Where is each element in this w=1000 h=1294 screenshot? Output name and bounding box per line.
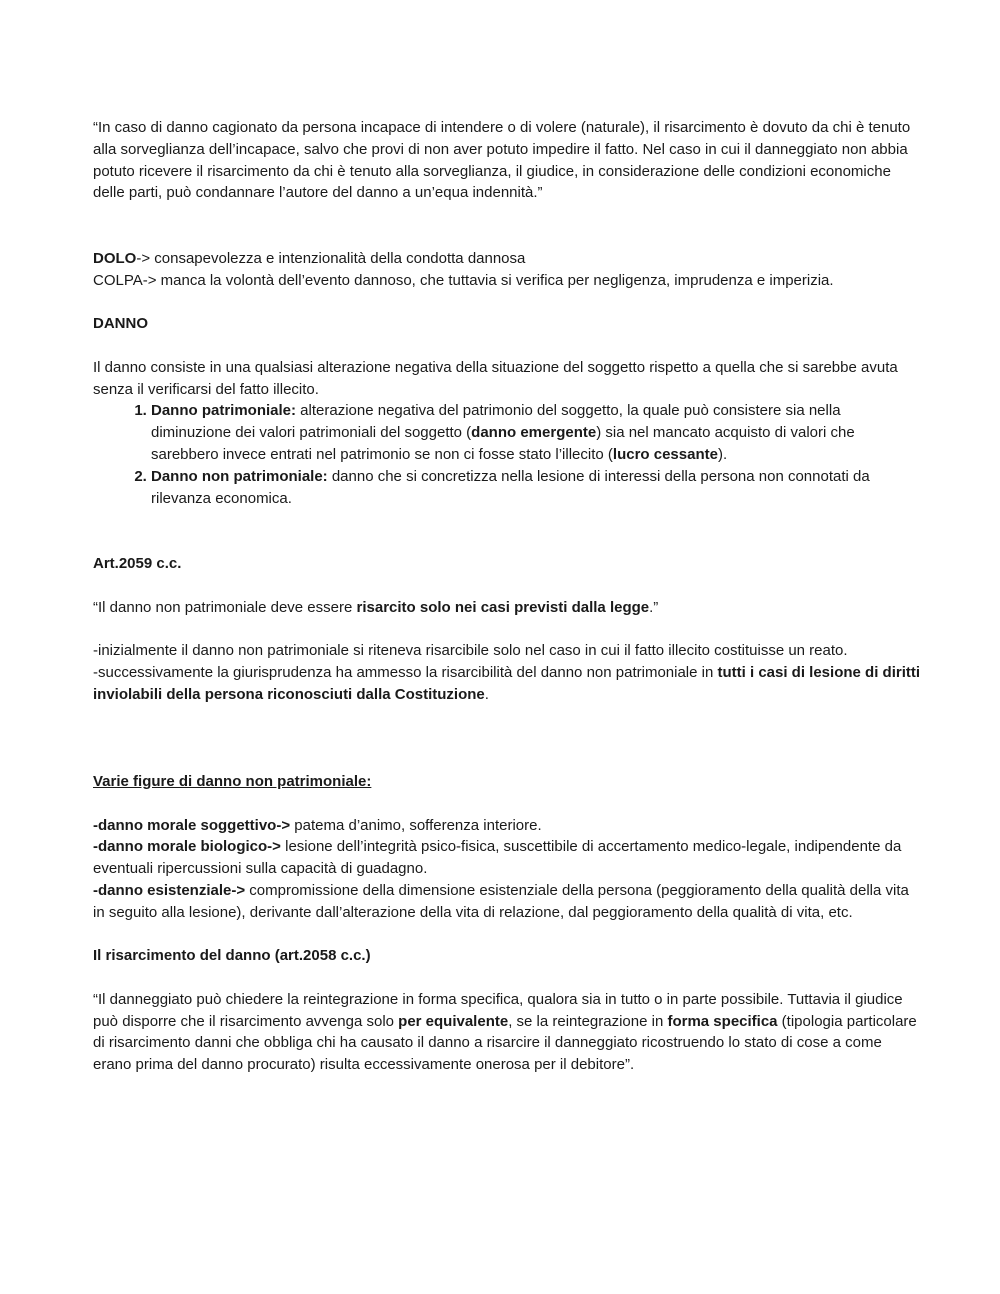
spacer (93, 509, 923, 553)
spacer (93, 793, 923, 815)
figure-item: -danno morale soggettivo-> patema d’animo, sofferenza interiore. (93, 816, 542, 834)
dolo-term: DOLO (93, 249, 137, 267)
art2059-p2: -successivamente la giurisprudenza ha ammesso la risarcibilità del danno non patrimoniale in tutti i casi di lesione di diritti inviolabili della persona riconosciuti dalla Costituzione. (93, 663, 921, 703)
list-item: 2. Danno non patrimoniale: danno che si concretizza nella lesione di interessi della persona non connotati da rilevanza economica. (151, 466, 923, 510)
danno-intro: Il danno consiste in una qualsiasi alterazione negativa della situazione del soggetto rispetto a quella che si sarebbe avuta senza il verificarsi del fatto illecito. (93, 358, 898, 398)
spacer (93, 967, 923, 989)
figure-item: -danno morale biologico-> lesione dell’integrità psico-fisica, suscettibile di accertamento medico-legale, indipendente da eventuali ripercussioni sulla capacità di guadagno. (93, 838, 902, 878)
art2058-paragraph: “Il danneggiato può chiedere la reintegrazione in forma specifica, qualora sia in tutto o in parte possibile. Tuttavia il giudice può disporre che il risarcimento avvenga solo per equivalente, se la reintegrazione in forma specifica (tipologia particolare di risarcimento danni che obbliga chi ha causato il danno a risarcire il danneggiato ricostruendo lo stato di cose a come erano prima del danno procurato) risulta eccessivamente onerosa per il debitore”. (93, 990, 917, 1074)
document-page (93, 117, 923, 1076)
art2058-heading: Il risarcimento del danno (art.2058 c.c.) (93, 947, 371, 965)
art2059-quote: “Il danno non patrimoniale deve essere risarcito solo nei casi previsti dalla legge.” (93, 598, 659, 616)
spacer (93, 291, 923, 313)
spacer (93, 335, 923, 357)
spacer (93, 575, 923, 597)
danno-heading: DANNO (93, 315, 148, 333)
dolo-line (93, 248, 923, 270)
art2059-heading: Art.2059 c.c. (93, 554, 182, 572)
figure-heading: Varie figure di danno non patrimoniale: (93, 772, 372, 790)
spacer (93, 204, 923, 248)
danno-list (93, 400, 923, 509)
list-item: 1. Danno patrimoniale: alterazione negativa del patrimonio del soggetto, la quale può consistere sia nella diminuzione dei valori patrimoniali del soggetto (danno emergente) sia nel mancato acquisto di valori che sarebbero invece entrati nel patrimonio se non ci fosse stato l’illecito (lucro cessante). (151, 400, 923, 465)
art2059-p1: -inizialmente il danno non patrimoniale si riteneva risarcibile solo nel caso in cui il fatto illecito costituisse un reato. (93, 642, 848, 660)
figure-item: -danno esistenziale-> compromissione della dimensione esistenziale della persona (peggioramento della qualità della vita in seguito alla lesione), derivante dall’alterazione della vita di relazione, dal peggioramento della qualità di vita, etc. (93, 881, 909, 921)
spacer (93, 923, 923, 945)
dolo-text: -> consapevolezza e intenzionalità della condotta dannosa (136, 249, 526, 267)
colpa-line: COLPA-> manca la volontà dell’evento dannoso, che tuttavia si verifica per negligenza, imprudenza e imperizia. (93, 271, 834, 289)
quote-paragraph: “In caso di danno cagionato da persona incapace di intendere o di volere (naturale), il risarcimento è dovuto da chi è tenuto alla sorveglianza dell’incapace, salvo che provi di non aver potuto impedire il fatto. Nel caso in cui il danneggiato non abbia potuto ricevere il risarcimento da chi è tenuto alla sorveglianza, il giudice, in considerazione delle condizioni economiche delle parti, può condannare l’autore del danno a un’equa indennità.” (93, 119, 911, 202)
spacer (93, 618, 923, 640)
spacer (93, 706, 923, 771)
